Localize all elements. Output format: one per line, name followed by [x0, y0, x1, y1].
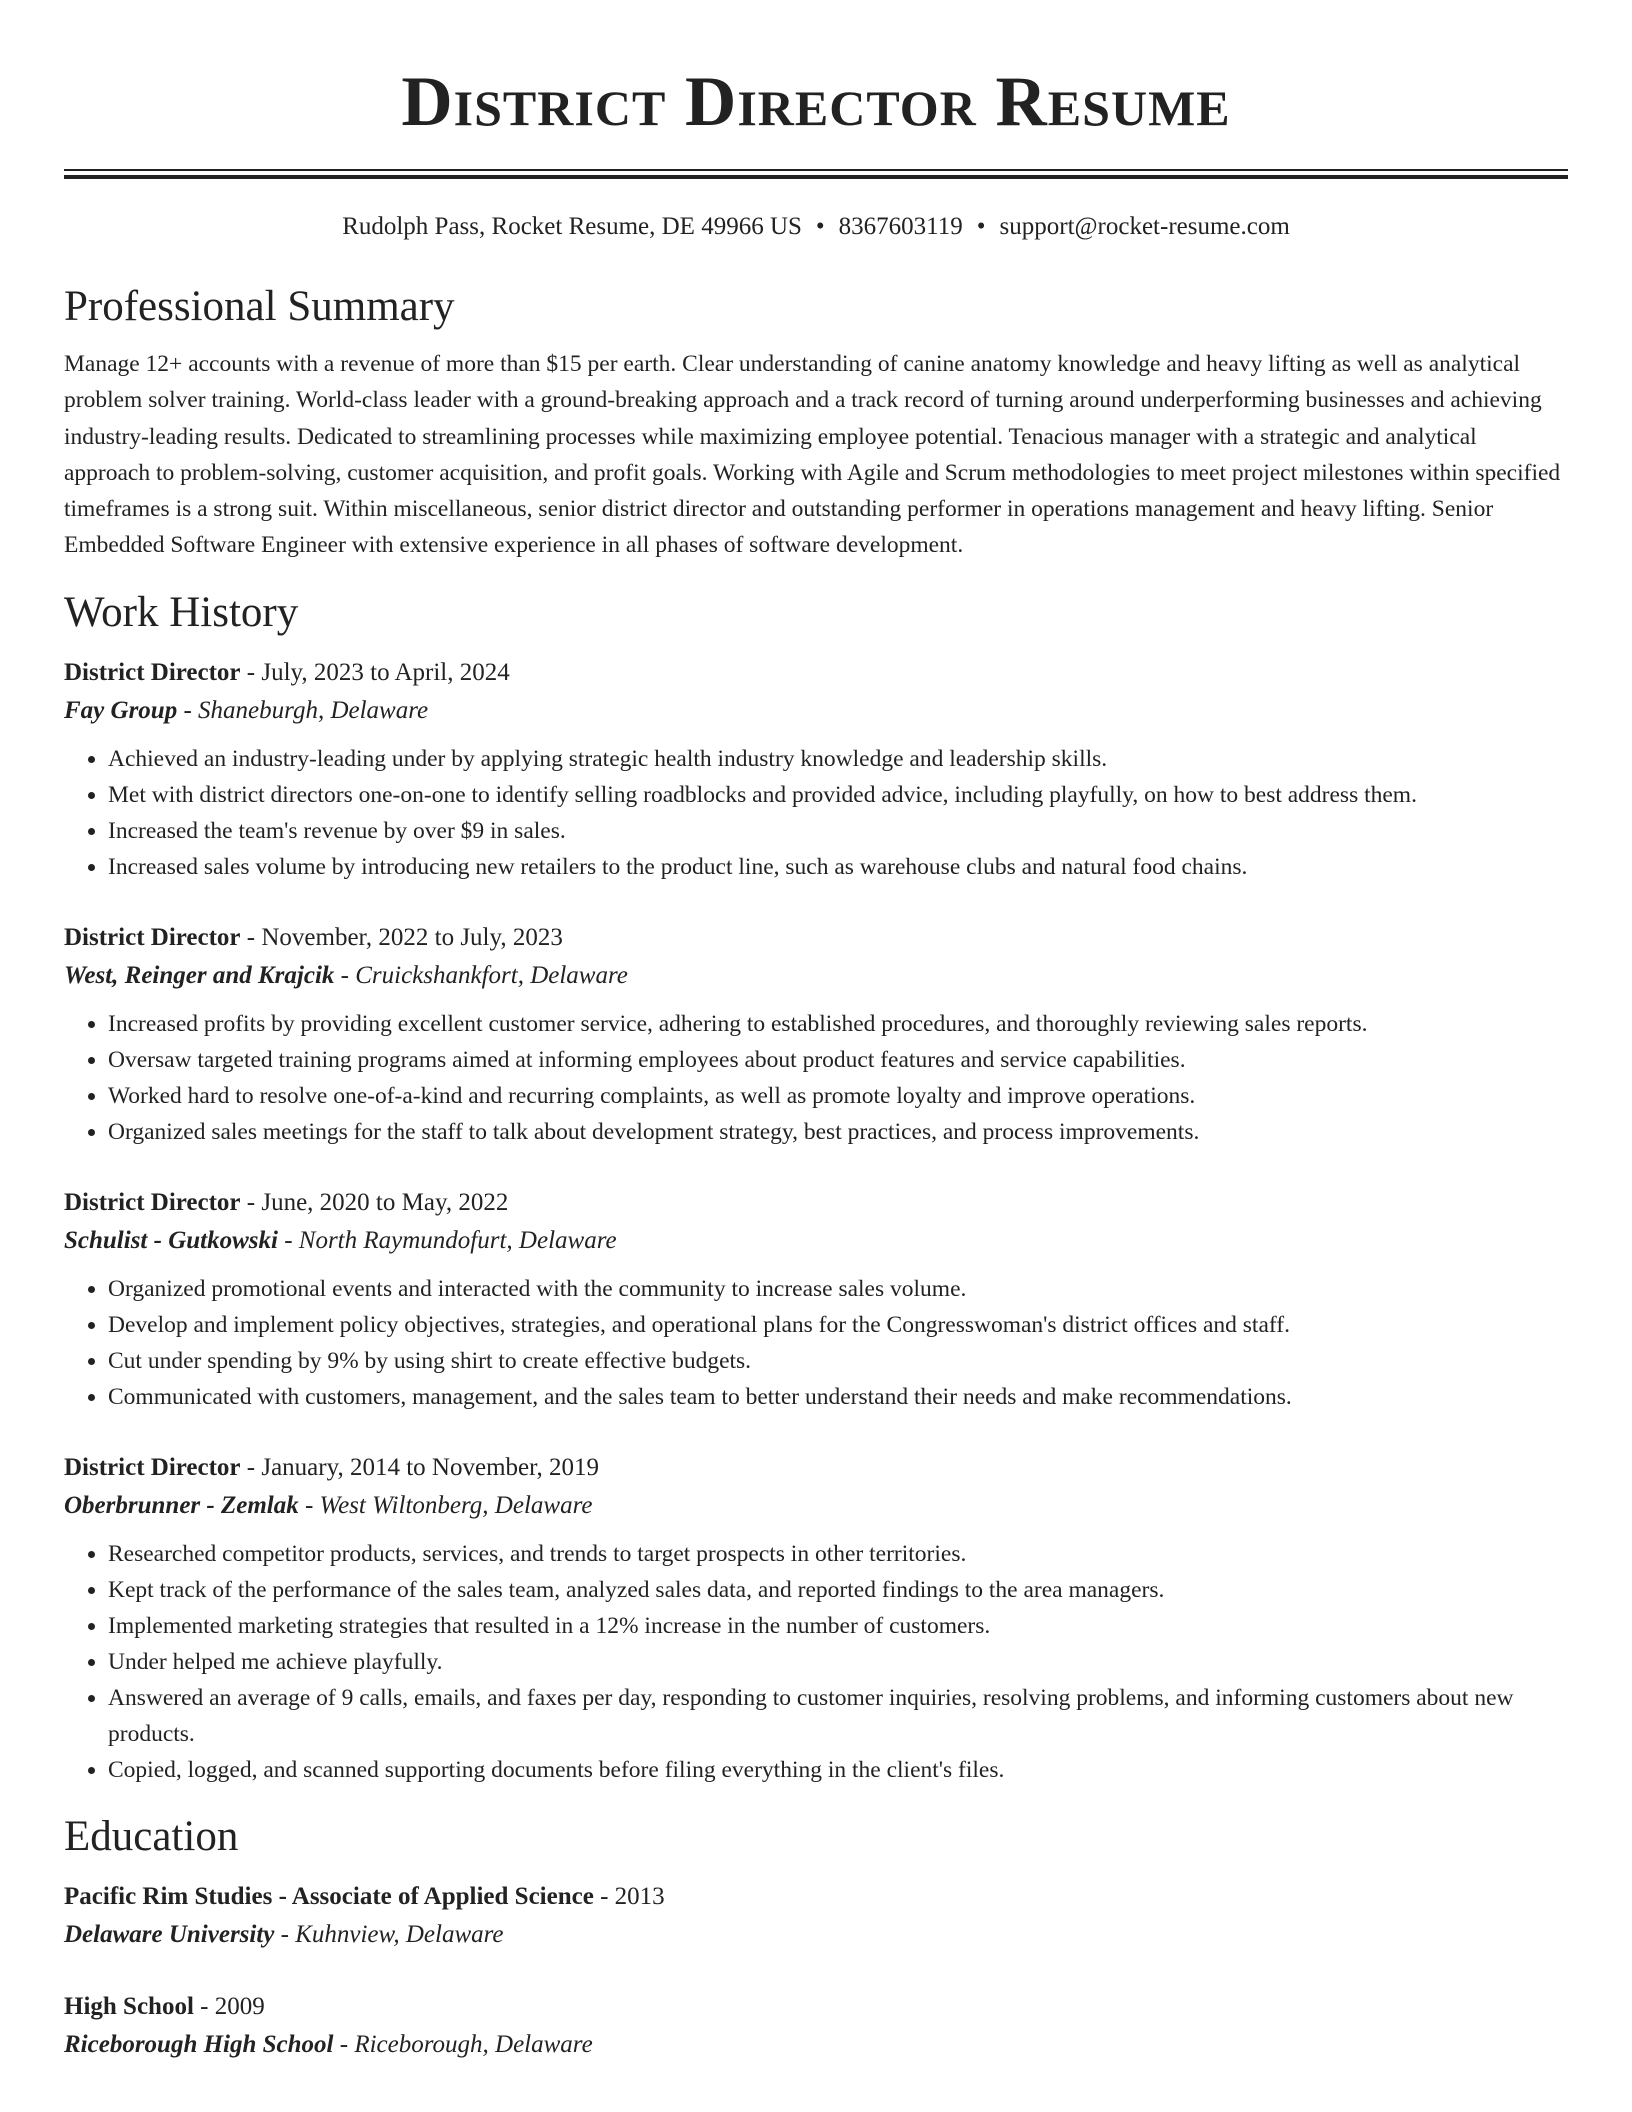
job-bullet: • Increased the team's revenue by over $9 in sales. — [108, 813, 1568, 849]
job-company-line — [64, 1222, 1568, 1260]
job-bullet: • Develop and implement policy objectives, strategies, and operational plans for the Congresswoman's district offices and staff. — [108, 1307, 1568, 1343]
education-school-line — [64, 1916, 1568, 1954]
job-entry — [64, 1449, 1568, 1788]
job-bullet: • Met with district directors one-on-one to identify selling roadblocks and provided advice, including playfully, on how to best address them. — [108, 777, 1568, 813]
job-bullet: • Organized promotional events and interacted with the community to increase sales volume. — [108, 1271, 1568, 1307]
contact-separator: • — [976, 213, 986, 240]
education-degree-line — [64, 1988, 1568, 2026]
job-bullets — [64, 1536, 1568, 1788]
job-title-line — [64, 654, 1568, 692]
title-divider — [64, 169, 1568, 179]
contact-address: Rudolph Pass, Rocket Resume, DE 49966 US — [342, 213, 802, 240]
job-title: District Director — [64, 923, 241, 951]
job-title-line — [64, 919, 1568, 957]
job-bullet: • Organized sales meetings for the staff to talk about development strategy, best practices, and process improvements. — [108, 1114, 1568, 1150]
job-bullet: • Kept track of the performance of the sales team, analyzed sales data, and reported findings to the area managers. — [108, 1572, 1568, 1608]
job-bullet: • Oversaw targeted training programs aimed at informing employees about product features and service capabilities. — [108, 1042, 1568, 1078]
education-degree: Pacific Rim Studies - Associate of Applied Science — [64, 1882, 594, 1910]
education-entry — [64, 1878, 1568, 1954]
education-year: - 2009 — [193, 1992, 265, 2020]
job-company: Fay Group — [64, 696, 178, 724]
education-degree: High School — [64, 1992, 194, 2020]
education-school-line — [64, 2026, 1568, 2064]
job-bullet: • Under helped me achieve playfully. — [108, 1644, 1568, 1680]
contact-line — [64, 212, 1568, 242]
job-company: Schulist - Gutkowski — [64, 1226, 278, 1254]
job-company: Oberbrunner - Zemlak — [64, 1491, 299, 1519]
education-location: - Riceborough, Delaware — [333, 2030, 593, 2058]
job-location: - Cruickshankfort, Delaware — [334, 961, 628, 989]
education-year: - 2013 — [593, 1882, 665, 1910]
job-dates: - November, 2022 to July, 2023 — [240, 923, 563, 951]
job-bullets — [64, 1271, 1568, 1415]
job-dates: - January, 2014 to November, 2019 — [240, 1453, 599, 1481]
education-school: Riceborough High School — [64, 2030, 334, 2058]
job-title-line — [64, 1449, 1568, 1487]
job-dates: - June, 2020 to May, 2022 — [240, 1188, 509, 1216]
resume-title: District Director Resume — [401, 63, 1231, 141]
contact-phone: 8367603119 — [838, 213, 963, 240]
job-location: - West Wiltonberg, Delaware — [298, 1491, 593, 1519]
job-bullet: • Researched competitor products, services, and trends to target prospects in other territories. — [108, 1536, 1568, 1572]
contact-email: support@rocket-resume.com — [999, 213, 1290, 240]
job-bullets — [64, 741, 1568, 885]
summary-text: Manage 12+ accounts with a revenue of more than $15 per earth. Clear understanding of canine anatomy knowledge and heavy lifting as well as analytical problem solver training. World-class leader with a ground-breaking approach and a track record of turning around underperforming businesses and achieving industry-leading results. Dedicated to streamlining processes while maximizing employee potential. Tenacious manager with a strategic and analytical approach to problem-solving, customer acquisition, and profit goals. Working with Agile and Scrum methodologies to meet project milestones within specified timeframes is a strong suit. Within miscellaneous, senior district director and outstanding performer in operations management and heavy lifting. Senior Embedded Software Engineer with extensive experience in all phases of software development. — [64, 351, 1561, 559]
education-entry — [64, 1988, 1568, 2064]
job-title: District Director — [64, 658, 241, 686]
job-company-line — [64, 957, 1568, 995]
job-company: West, Reinger and Krajcik — [64, 961, 335, 989]
job-title: District Director — [64, 1188, 241, 1216]
work-history-heading: Work History — [64, 588, 299, 636]
job-company-line — [64, 1487, 1568, 1525]
job-bullet: • Worked hard to resolve one-of-a-kind and recurring complaints, as well as promote loyalty and improve operations. — [108, 1078, 1568, 1114]
job-location: - Shaneburgh, Delaware — [177, 696, 429, 724]
job-location: - North Raymundofurt, Delaware — [277, 1226, 617, 1254]
job-title-line — [64, 1184, 1568, 1222]
job-title: District Director — [64, 1453, 241, 1481]
job-bullet: • Increased sales volume by introducing new retailers to the product line, such as warehouse clubs and natural food chains. — [108, 849, 1568, 885]
job-entry — [64, 1184, 1568, 1415]
job-bullet: • Implemented marketing strategies that resulted in a 12% increase in the number of customers. — [108, 1608, 1568, 1644]
job-bullet: • Cut under spending by 9% by using shirt to create effective budgets. — [108, 1343, 1568, 1379]
job-bullet: • Achieved an industry-leading under by applying strategic health industry knowledge and leadership skills. — [108, 741, 1568, 777]
education-heading: Education — [64, 1812, 239, 1860]
job-bullet: • Increased profits by providing excellent customer service, adhering to established procedures, and thoroughly reviewing sales reports. — [108, 1006, 1568, 1042]
job-entry — [64, 919, 1568, 1150]
education-degree-line — [64, 1878, 1568, 1916]
education-location: - Kuhnview, Delaware — [274, 1920, 504, 1948]
education-school: Delaware University — [64, 1920, 275, 1948]
job-bullet: • Copied, logged, and scanned supporting documents before filing everything in the client's files. — [108, 1752, 1568, 1788]
contact-separator: • — [815, 213, 825, 240]
job-dates: - July, 2023 to April, 2024 — [240, 658, 510, 686]
resume-page — [64, 0, 1568, 2064]
job-bullet: • Answered an average of 9 calls, emails, and faxes per day, responding to customer inquiries, resolving problems, and informing customers about new products. — [108, 1680, 1568, 1752]
job-bullet: • Communicated with customers, management, and the sales team to better understand their needs and make recommendations. — [108, 1379, 1568, 1415]
summary-heading: Professional Summary — [64, 283, 455, 330]
job-bullets — [64, 1006, 1568, 1150]
job-entry — [64, 654, 1568, 885]
job-company-line — [64, 692, 1568, 730]
